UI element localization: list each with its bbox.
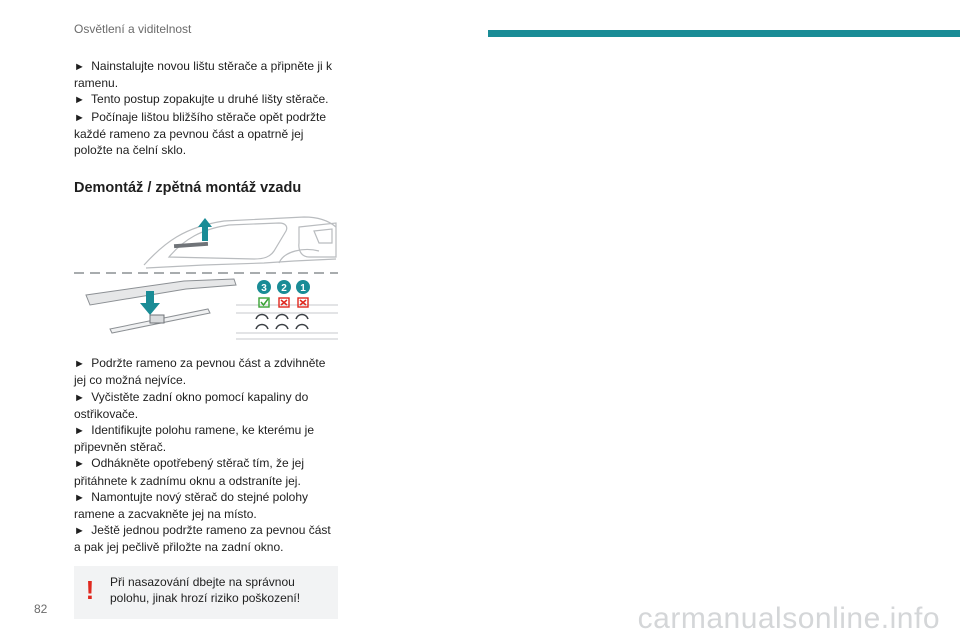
- check-icon: [259, 298, 269, 307]
- cross-icon: [298, 298, 308, 307]
- position-inset: [236, 305, 338, 339]
- intro-step: [74, 109, 338, 159]
- header-accent-bar: [488, 30, 960, 37]
- bullet-arrow-icon: ►: [74, 425, 85, 438]
- rear-step-text: Odhákněte opotřebený stěrač tím, že jej přitáhnete k zadnímu oknu a odstraníte jej.: [74, 456, 305, 488]
- page-number: 82: [34, 602, 48, 616]
- exclamation-icon: !: [85, 574, 95, 605]
- content-column: [74, 58, 338, 619]
- bullet-arrow-icon: ►: [74, 358, 85, 371]
- bullet-arrow-icon: ►: [74, 391, 85, 404]
- rear-wiper-blade: [174, 242, 208, 248]
- intro-step-text: Počínaje lištou bližšího stěrače opět podržte každé rameno za pevnou část a opatrně jej položte na čelní sklo.: [74, 109, 327, 158]
- blade-clip: [150, 315, 164, 323]
- callout-1: [296, 280, 310, 294]
- callout-label: 1: [300, 283, 306, 295]
- rear-wiper-diagram: [74, 213, 338, 343]
- intro-step: [74, 58, 338, 91]
- rear-step-text: Ještě jednou podržte rameno za pevnou část a pak jej pečlivě přiložte na zadní okno.: [74, 523, 331, 555]
- wiper-arm: [86, 279, 236, 305]
- rear-step: [74, 455, 338, 488]
- cross-icon: [279, 298, 289, 307]
- bullet-arrow-icon: ►: [74, 111, 85, 124]
- rear-step-text: Identifikujte polohu ramene, ke kterému je připevněn stěrač.: [74, 423, 315, 455]
- warning-box: [74, 566, 338, 619]
- callout-3: [257, 280, 271, 294]
- rear-step: [74, 389, 338, 422]
- mount-position-icons: [256, 315, 308, 330]
- callout-label: 3: [261, 283, 267, 295]
- warning-text: Při nasazování dbejte na správnou polohu, jinak hrozí riziko poškození!: [110, 574, 301, 605]
- rear-step-text: Namontujte nový stěrač do stejné polohy ramene a zacvakněte jej na místo.: [74, 489, 309, 522]
- intro-step: [74, 91, 338, 108]
- rear-step-text: Vyčistěte zadní okno pomocí kapaliny do ostřikovače.: [74, 389, 309, 421]
- bullet-arrow-icon: ►: [74, 458, 85, 471]
- intro-step-text: Tento postup zopakujte u druhé lišty stěrače.: [91, 92, 329, 107]
- rear-step: [74, 355, 338, 388]
- rear-step: [74, 522, 338, 555]
- bullet-arrow-icon: ►: [74, 525, 85, 538]
- car-rear-outline: [144, 217, 336, 268]
- running-head: Osvětlení a viditelnost: [74, 22, 192, 36]
- callout-label: 2: [281, 283, 287, 295]
- rear-step: [74, 422, 338, 455]
- rear-steps: [74, 355, 338, 555]
- rear-wiper-illustration: [74, 213, 338, 343]
- bullet-arrow-icon: ►: [74, 61, 85, 73]
- rear-step-text: Podržte rameno za pevnou část a zdvihněte jej co možná nejvíce.: [74, 356, 326, 388]
- callout-2: [277, 280, 291, 294]
- watermark: carmanualsonline.info: [637, 602, 940, 635]
- section-title: Demontáž / zpětná montáž vzadu: [74, 180, 302, 197]
- bullet-arrow-icon: ►: [74, 94, 85, 107]
- rear-step: [74, 489, 338, 522]
- bullet-arrow-icon: ►: [74, 491, 85, 504]
- intro-step-text: Nainstalujte novou lištu stěrače a připněte ji k ramenu.: [74, 59, 333, 91]
